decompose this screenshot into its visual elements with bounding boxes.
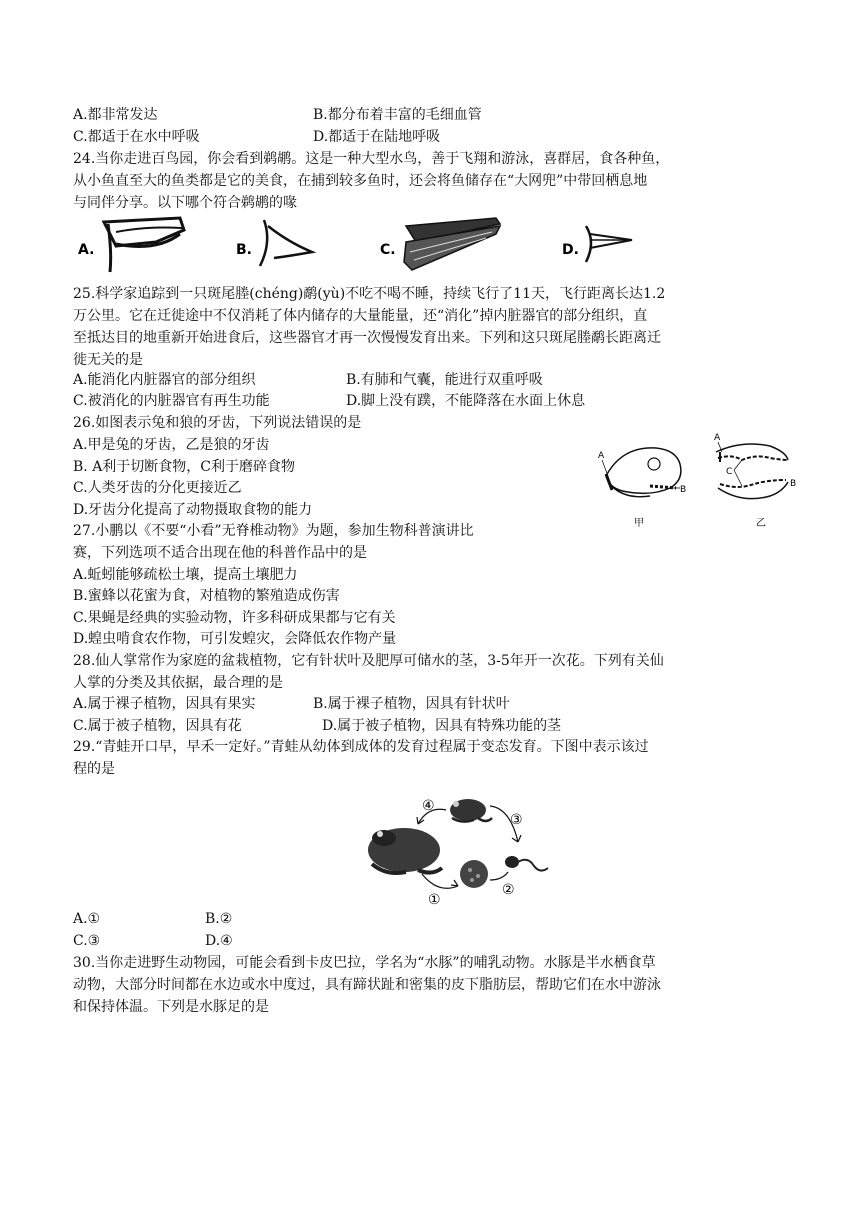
q28-option-b: B.属于裸子植物，因具有针状叶: [313, 696, 510, 712]
q26-label-a-right: A: [714, 433, 721, 443]
q30-stem-line: 30.当你走进野生动物园，可能会看到卡皮巴拉，学名为“水豚”的哺乳动物。水豚是半水栖食草: [73, 955, 656, 971]
q26-label-b-left: B: [680, 485, 687, 495]
q29-option-a: A.①: [73, 911, 101, 927]
beak-c-image: [404, 218, 500, 270]
q28-option-c: C.属于被子植物，因具有花: [73, 718, 242, 734]
q24-stem-line: 与同伴分享。以下哪个符合鹈鹕的喙: [73, 195, 297, 211]
q24-figure-label-d: D.: [562, 242, 579, 258]
q25-stem-line: 万公里。它在迁徙途中不仅消耗了体内储存的大量能量，还“消化”掉内脏器官的部分组织，直: [73, 308, 648, 324]
q27-option-d: D.蝗虫啃食农作物，可引发蝗灾，会降低农作物产量: [73, 631, 397, 647]
q25-stem-line: 25.科学家追踪到一只斑尾塍(chéng)鹬(yù)不吃不喝不睡，持续飞行了11天，飞行距离长达1.2: [73, 286, 666, 302]
q26-teeth-figure: [592, 430, 804, 532]
q29-stem-line: 程的是: [73, 761, 115, 777]
young-frog-image: [450, 799, 492, 822]
q24-figure-label-b: B.: [236, 242, 252, 258]
q24-figure-label-c: C.: [380, 242, 396, 258]
q29-frog-lifecycle-figure: [362, 784, 554, 910]
q26-label-c-right: C: [726, 467, 733, 477]
q28-option-a: A.属于裸子植物，因具有果实: [73, 696, 256, 712]
q28-stem-line: 28.仙人掌常作为家庭的盆栽植物，它有针状叶及肥厚可储水的茎，3-5年开一次花。下列有关仙: [73, 653, 664, 669]
egg-mass-image: [460, 860, 488, 888]
q24-beak-figure: [76, 212, 636, 274]
q30-stem-line: 和保持体温。下列是水豚足的是: [73, 999, 269, 1015]
q24-stem-line: 从小鱼直至大的鱼类都是它的美食，在捕到较多鱼时，还会将鱼储存在“大网兜”中带回栖息地: [73, 173, 648, 189]
q29-stem-line: 29.“青蛙开口早，早禾一定好。”青蛙从幼体到成体的发育过程属于变态发育。下图中表示该过: [73, 739, 649, 755]
q27-stem-line: 赛，下列选项不适合出现在他的科普作品中的是: [73, 545, 367, 561]
rabbit-skull-image: [602, 448, 681, 497]
q25-option-c: C.被消化的内脏器官有再生功能: [73, 393, 270, 409]
q28-stem-line: 人掌的分类及其依据，最合理的是: [73, 675, 283, 691]
q29-option-b: B.②: [205, 911, 233, 927]
q23-option-a: A.都非常发达: [73, 107, 158, 123]
q24-figure-label-a: A.: [78, 242, 95, 258]
q29-label-4: ④: [422, 798, 435, 814]
q25-option-b: B.有肺和气囊，能进行双重呼吸: [346, 372, 543, 388]
q26-label-jia: 甲: [634, 518, 644, 529]
q26-option-c: C.人类牙齿的分化更接近乙: [73, 480, 242, 496]
beak-d-image: [586, 226, 632, 262]
tadpole-image: [505, 856, 548, 871]
q26-option-a: A.甲是兔的牙齿，乙是狼的牙齿: [73, 437, 270, 453]
q27-option-a: A.蚯蚓能够疏松土壤，提高土壤肥力: [73, 567, 298, 583]
q29-option-c: C.③: [73, 933, 101, 949]
q29-label-2: ②: [502, 882, 515, 898]
q29-label-3: ③: [510, 812, 523, 828]
q26-label-b-right: B: [790, 479, 797, 489]
q29-label-1: ①: [428, 892, 441, 908]
q25-option-d: D.脚上没有蹼，不能降落在水面上休息: [346, 393, 586, 409]
q28-option-d: D.属于被子植物，因具有特殊功能的茎: [322, 718, 562, 734]
q25-stem-line: 至抵达目的地重新开始进食后，这些器官才再一次慢慢发育出来。下列和这只斑尾塍鹬长距离迁: [73, 330, 661, 346]
q27-stem-line: 27.小鹏以《不要“小看”无脊椎动物》为题，参加生物科普演讲比: [73, 523, 474, 539]
adult-frog-image: [368, 828, 442, 873]
beak-a-image: [104, 218, 184, 272]
q27-option-b: B.蜜蜂以花蜜为食，对植物的繁殖造成伤害: [73, 588, 340, 604]
q26-label-a-left: A: [598, 451, 605, 461]
q26-option-d: D.牙齿分化提高了动物摄取食物的能力: [73, 502, 313, 518]
q30-stem-line: 动物，大部分时间都在水边或水中度过，具有蹄状趾和密集的皮下脂肪层，帮助它们在水中游泳: [73, 977, 661, 993]
q23-option-d: D.都适于在陆地呼吸: [313, 129, 441, 145]
q24-stem-line: 24.当你走进百鸟园，你会看到鹈鹕。这是一种大型水鸟，善于飞翔和游泳，喜群居，食各种鱼，: [73, 151, 670, 167]
q25-stem-line: 徙无关的是: [73, 352, 143, 368]
q26-option-b: B. A利于切断食物，C利于磨碎食物: [73, 459, 296, 475]
q25-option-a: A.能消化内脏器官的部分组织: [73, 372, 256, 388]
q26-stem: 26.如图表示兔和狼的牙齿，下列说法错误的是: [73, 415, 362, 431]
beak-b-image: [260, 220, 312, 266]
q29-option-d: D.④: [205, 933, 233, 949]
q26-label-yi: 乙: [756, 518, 766, 529]
q23-option-b: B.都分布着丰富的毛细血管: [313, 107, 482, 123]
q27-option-c: C.果蝇是经典的实验动物，许多科研成果都与它有关: [73, 610, 396, 626]
q23-option-c: C.都适于在水中呼吸: [73, 129, 200, 145]
